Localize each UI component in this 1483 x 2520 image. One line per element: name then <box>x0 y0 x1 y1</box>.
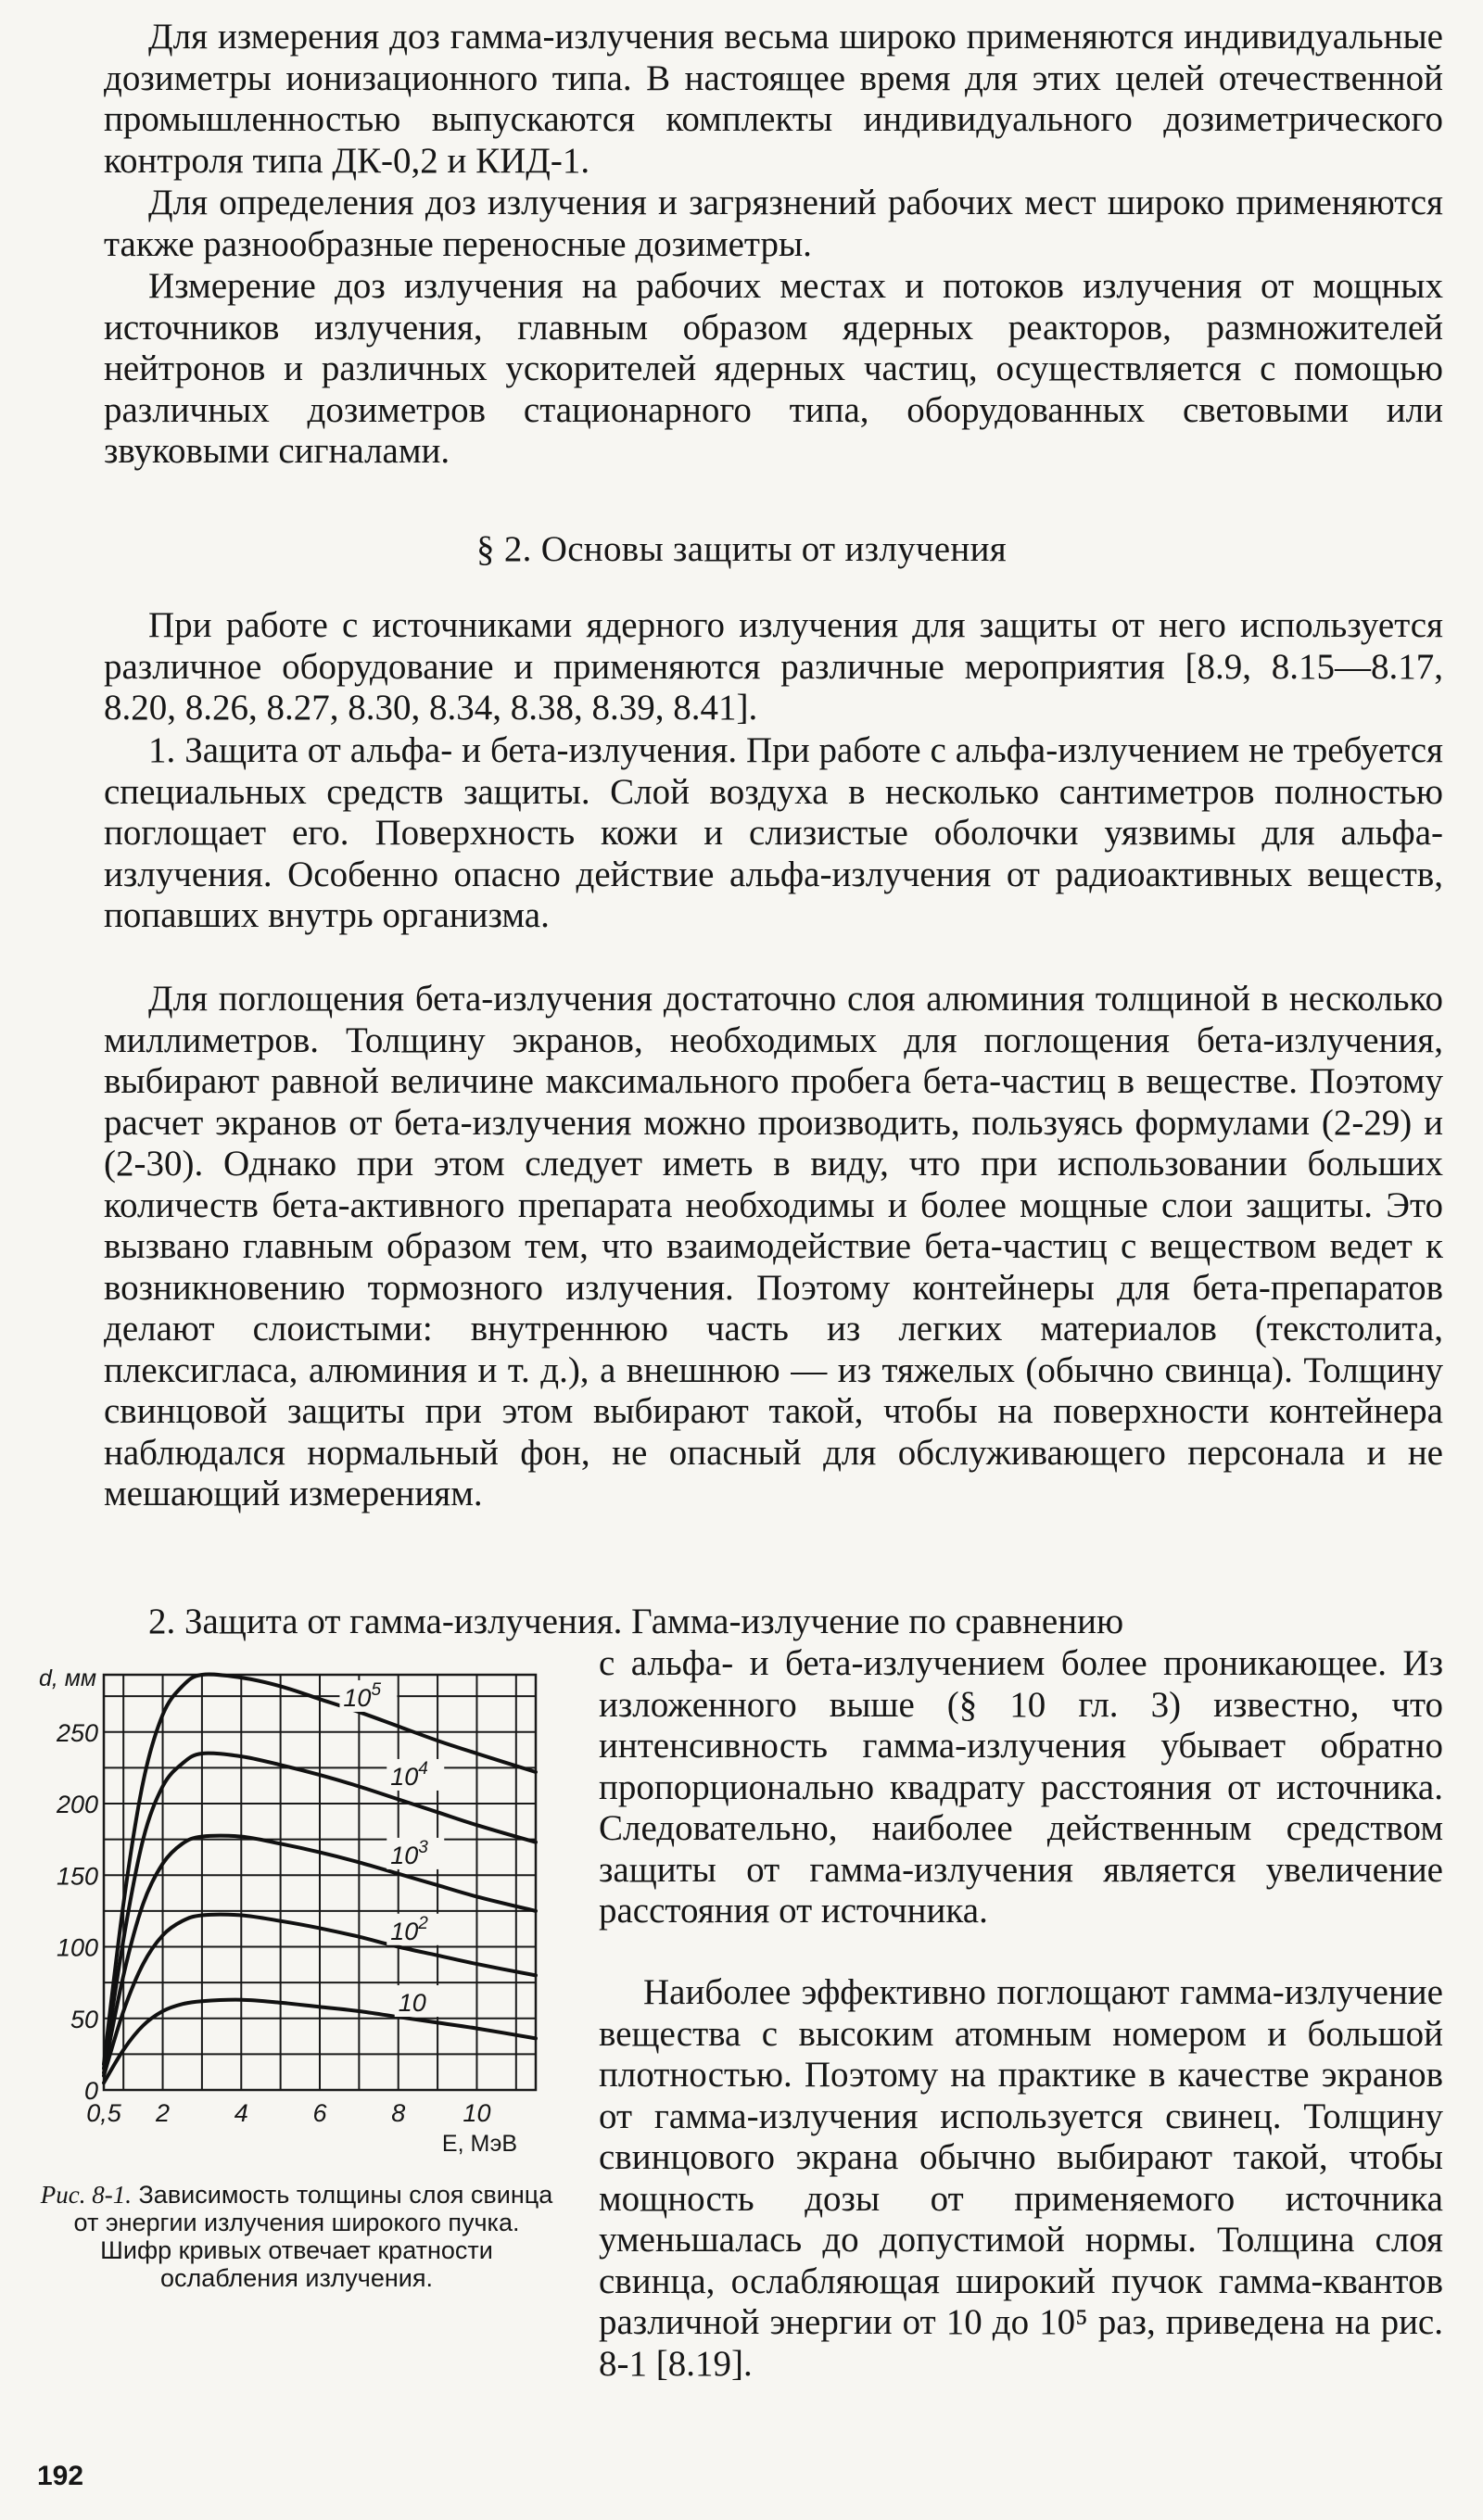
caption-text: Зависимость толщины слоя свинца от энергии излучения широкого пучка. Шифр кривых отвечает кратности ослабления излучения. <box>73 2181 553 2292</box>
lead-thickness-chart <box>37 1654 556 2173</box>
paragraph-2: Для определения доз излучения и загрязнений рабочих мест широко применяются также разнообразные переносные дозиметры. <box>104 183 1443 264</box>
y-tick-label: 200 <box>56 1791 98 1819</box>
y-tick-label: 150 <box>56 1862 98 1891</box>
x-tick-label: 10 <box>463 2099 491 2127</box>
paragraph-6: Для поглощения бета-излучения достаточно слоя алюминия толщиной в несколько миллиметров. Толщину экранов, необходимых для поглощения бета-излучения, выбирают равной величине максимального пробега бета-частиц в веществе. Поэтому расчет экранов от бета-излучения можно производить, пользуясь формулами (2-29) и (2-30). Однако при этом следует иметь в виду, что при использовании больших количеств бета-активного препарата необходимы и более мощные слои защиты. Это вызвано главным образом тем, что взаимодействие бета-частиц с веществом ведет к возникновению тормозного излучения. Поэтому контейнеры для бета-препаратов делают слоистыми: внутреннюю часть из легких материалов (текстолита, плексигласа, алюминия и т. д.), а внешнюю — из тяжелых (обычно свинца). Толщину свинцовой защиты при этом выбирают такой, чтобы на поверхности контейнера наблюдался нормальный фон, не опасный для обслуживающего персонала и не мешающий измерениям. <box>104 979 1443 1513</box>
page-number: 192 <box>37 2461 84 2491</box>
y-tick-label: 250 <box>56 1718 98 1747</box>
paragraph-7-head: 2. Защита от гамма-излучения. Гамма-излучение по сравнению <box>148 1602 1124 1641</box>
y-tick-label: 0 <box>83 2077 98 2105</box>
x-tick-label: 0,5 <box>86 2099 121 2127</box>
paragraph-1: Для измерения доз гамма-излучения весьма широко применяются индивидуальные дозиметры ионизационного типа. В настоящее время для этих целей отечественной промышленностью выпускаются комплекты индивидуального дозиметрического контроля типа ДК-0,2 и КИД-1. <box>104 17 1443 181</box>
x-axis-label: E, МэВ <box>441 2131 517 2157</box>
caption-label: Рис. 8-1. <box>40 2181 132 2209</box>
x-tick-label: 4 <box>234 2099 248 2127</box>
curve-label: 10 <box>398 1989 426 2018</box>
y-tick-label: 50 <box>70 2005 98 2033</box>
section-title: § 2. Основы защиты от излучения <box>475 529 1007 569</box>
paragraph-8: Наиболее эффективно поглощают гамма-излучение вещества с высоким атомным номером и большой плотностью. Поэтому на практике в качестве экранов от гамма-излучения используется свинец. Толщину свинцового экрана обычно выбирают такой, чтобы мощность дозы от применяемого источника уменьшалась до допустимой нормы. Толщина слоя свинца, ослабляющая широкий пучок гамма-квантов различной энергии от 10 до 10⁵ раз, приведена на рис. 8-1 [8.19]. <box>599 1972 1443 2384</box>
x-tick-label: 2 <box>156 2099 171 2127</box>
y-axis-label: d, мм <box>39 1665 97 1691</box>
curve-label: $10^4$ <box>390 1758 428 1791</box>
figure-caption <box>37 2181 556 2292</box>
x-tick-label: 8 <box>391 2099 406 2127</box>
paragraph-3: Измерение доз излучения на рабочих местах и потоков излучения от мощных источников излучения, главным образом ядерных реакторов, размножителей нейтронов и различных ускорителей ядерных частиц, осуществляется с помощью различных дозиметров стационарного типа, оборудованных световыми или звуковыми сигналами. <box>104 266 1443 471</box>
paragraph-7-rest: с альфа- и бета-излучением более проникающее. Из изложенного выше (§ 10 гл. 3) известно, что интенсивность гамма-излучения убывает обратно пропорционально квадрату расстояния от источника. Следовательно, наиболее действенным средством защиты от гамма-излучения является увеличение расстояния от источника. <box>599 1643 1443 1931</box>
figure-8-1 <box>37 1654 556 2173</box>
curve-label: $10^5$ <box>343 1679 382 1712</box>
x-tick-label: 6 <box>312 2099 327 2127</box>
paragraph-5: 1. Защита от альфа- и бета-излучения. При работе с альфа-излучением не требуется специальных средств защиты. Слой воздуха в несколько сантиметров полностью поглощает его. Поверхность кожи и слизистые оболочки уязвимы для альфа-излучения. Особенно опасно действие альфа-излучения от радиоактивных веществ, попавших внутрь организма. <box>104 730 1443 935</box>
paragraph-4: При работе с источниками ядерного излучения для защиты от него используется различное оборудование и применяются различные мероприятия [8.9, 8.15—8.17, 8.20, 8.26, 8.27, 8.30, 8.34, 8.38, 8.39, 8.41]. <box>104 605 1443 728</box>
curve-label: $10^2$ <box>390 1913 428 1945</box>
y-tick-label: 100 <box>56 1933 98 1962</box>
curve-label: $10^3$ <box>390 1837 428 1869</box>
